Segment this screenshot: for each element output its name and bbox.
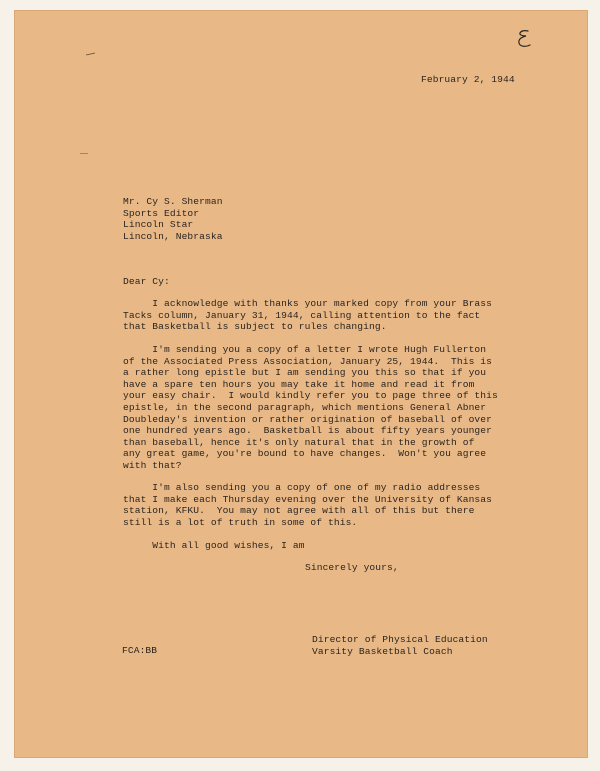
body-line: a rather long epistle but I am sending you this so that if you [123,367,487,379]
letter-date: February 2, 1944 [421,74,515,85]
body-line: station, KFKU. You may not agree with all of this but there [123,505,475,517]
body-line: that I make each Thursday evening over the University of Kansas [123,493,493,505]
body-paragraph-4 [123,540,305,552]
reference-initials: FCA:BB [122,645,158,656]
signer-title: Varsity Basketball Coach [312,645,453,657]
body-line: I'm sending you a copy of a letter I wrote Hugh Fullerton [123,344,487,355]
recipient-city: Lincoln, Nebraska [123,230,223,242]
body-line: of the Associated Press Association, January 25, 1944. This is [123,355,493,367]
recipient-organization: Lincoln Star [123,219,194,231]
body-paragraph-3 [123,482,492,528]
complimentary-close: Sincerely yours, [305,562,399,573]
body-paragraph-2 [123,344,498,472]
body-line: than baseball, hence it's only natural that in the growth of [123,436,475,448]
body-line: your easy chair. I would kindly refer you to page three of this [123,390,498,402]
body-line: that Basketball is subject to rules changing. [123,321,387,333]
body-line: with that? [123,459,182,471]
salutation: Dear Cy: [123,276,170,287]
body-line: Doubleday's invention or rather origination of baseball of over [123,413,493,425]
handwritten-e-mark [515,28,533,50]
recipient-name: Mr. Cy S. Sherman [123,196,223,207]
body-line: Tacks column, January 31, 1944, calling attention to the fact [123,309,481,321]
paper-speck [86,52,96,56]
paper-speck [80,152,88,155]
signer-title: Director of Physical Education [312,634,488,645]
body-line: have a spare ten hours you may take it home and read it from [123,378,475,390]
body-line: I'm also sending you a copy of one of my radio addresses [123,482,481,493]
recipient-title: Sports Editor [123,207,200,219]
body-line: one hundred years ago. Basketball is about fifty years younger [123,425,493,437]
body-line: epistle, in the second paragraph, which mentions General Abner [123,401,487,413]
signature-block [312,634,488,657]
body-paragraph-1 [123,298,492,333]
body-line: With all good wishes, I am [123,540,305,551]
body-line: any great game, you're bound to have changes. Won't you agree [123,448,487,460]
body-line: still is a lot of truth in some of this. [123,516,358,528]
body-line: I acknowledge with thanks your marked copy from your Brass [123,298,493,309]
recipient-address [123,196,223,242]
